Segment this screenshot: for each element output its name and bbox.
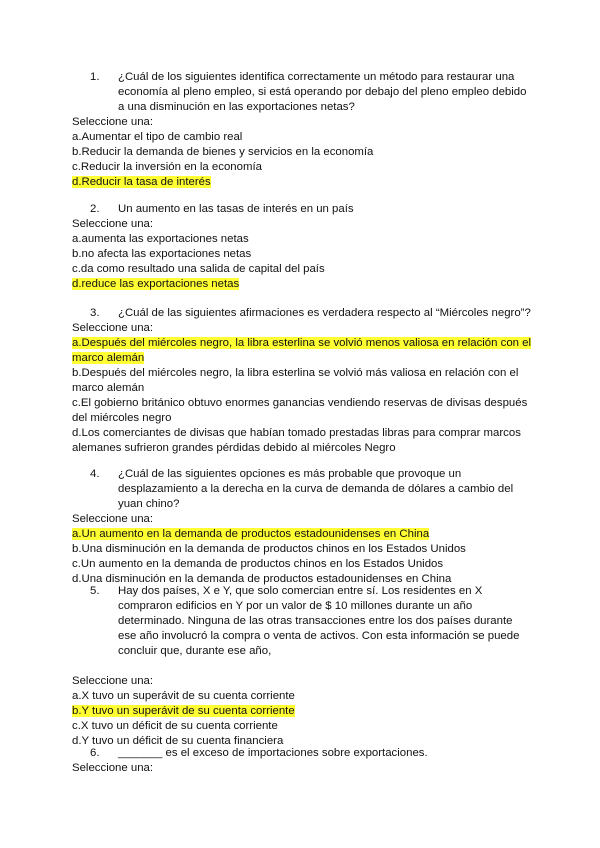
question-2-option-b[interactable]: b.no afecta las exportaciones netas [72,248,252,260]
highlighted-answer-continued: marco alemán [72,352,145,364]
question-2-number: 2. [90,203,100,215]
question-2 [72,202,532,292]
question-2-option-c[interactable]: c.da como resultado una salida de capital del país [72,263,325,275]
question-3-text: ¿Cuál de las siguientes afirmaciones es verdadera respecto al “Miércoles negro”? [118,307,531,319]
question-4-text: ¿Cuál de las siguientes opciones es más probable que provoque un desplazamiento a la derecha en la curva de demanda de dólares a cambio del yuan chino? [118,468,514,510]
highlighted-answer: b.Y tuvo un superávit de su cuenta corriente [72,705,295,717]
question-5 [72,584,532,749]
question-5-option-a[interactable]: a.X tuvo un superávit de su cuenta corriente [72,690,295,702]
question-5-stem [72,584,532,659]
question-3-stem [72,306,532,321]
select-one-label: Seleccione una: [72,218,154,230]
question-2-text: Un aumento en las tasas de interés en un país [118,203,354,215]
question-1-option-b[interactable]: b.Reducir la demanda de bienes y servicios en la economía [72,146,374,158]
question-4-option-c[interactable]: c.Un aumento en la demanda de productos chinos en los Estados Unidos [72,558,444,570]
question-4-number: 4. [90,468,100,480]
question-4-option-a[interactable] [72,527,532,542]
question-4-option-b[interactable]: b.Una disminución en la demanda de productos chinos en los Estados Unidos [72,543,466,555]
select-one-label: Seleccione una: [72,322,154,334]
highlighted-answer: d.reduce las exportaciones netas [72,278,240,290]
question-5-text: Hay dos países, X e Y, que solo comercian entre sí. Los residentes en X compraron edificios en Y por un valor de $ 10 millones durante un año determinado. Ninguna de las otras transacciones entre los dos países durante ese año involucró la compra o venta de activos. Con esta información se puede concluir que, durante ese año, [118,585,520,657]
question-6-stem [72,746,532,761]
question-1-option-d[interactable] [72,175,532,190]
question-2-option-d[interactable] [72,277,532,292]
question-5-option-b[interactable] [72,704,532,719]
question-4-stem [72,467,532,512]
select-one-label: Seleccione una: [72,675,154,687]
question-1-stem [72,70,532,115]
question-3-option-a[interactable] [72,336,532,366]
question-3-option-b[interactable]: b.Después del miércoles negro, la libra esterlina se volvió más valiosa en relación con el marco alemán [72,367,519,394]
select-one-label: Seleccione una: [72,116,154,128]
question-1-number: 1. [90,71,100,83]
question-1-text: ¿Cuál de los siguientes identifica correctamente un método para restaurar una economía al pleno empleo, si está operando por debajo del pleno empleo debido a una disminución en las exportaciones netas? [118,71,527,113]
question-4 [72,467,532,587]
question-3-option-c[interactable]: c.El gobierno británico obtuvo enormes ganancias vendiendo reservas de divisas después del miércoles negro [72,397,528,424]
question-1 [72,70,532,190]
highlighted-answer: d.Reducir la tasa de interés [72,176,211,188]
question-6 [72,746,532,776]
question-5-option-c[interactable]: c.X tuvo un déficit de su cuenta corriente [72,720,278,732]
highlighted-answer: a.Después del miércoles negro, la libra esterlina se volvió menos valiosa en relación con el [72,337,532,349]
question-1-option-a[interactable]: a.Aumentar el tipo de cambio real [72,131,243,143]
question-3-number: 3. [90,307,100,319]
select-one-label: Seleccione una: [72,762,154,774]
question-6-number: 6. [90,747,100,759]
question-4-option-d[interactable]: d.Una disminución en la demanda de productos estadounidenses en China [72,573,452,585]
question-3-option-d[interactable]: d.Los comerciantes de divisas que habían tomado prestadas libras para comprar marcos alemanes sufrieron grandes pérdidas debido al miércoles Negro [72,427,521,454]
question-5-number: 5. [90,585,100,597]
select-one-label: Seleccione una: [72,513,154,525]
question-2-stem [72,202,532,217]
question-3 [72,306,532,456]
question-2-option-a[interactable]: a.aumenta las exportaciones netas [72,233,249,245]
question-6-text: _______ es el exceso de importaciones sobre exportaciones. [118,747,428,759]
question-5-option-d[interactable]: d.Y tuvo un déficit de su cuenta financiera [72,735,284,747]
highlighted-answer: a.Un aumento en la demanda de productos estadounidenses en China [72,528,430,540]
question-1-option-c[interactable]: c.Reducir la inversión en la economía [72,161,262,173]
